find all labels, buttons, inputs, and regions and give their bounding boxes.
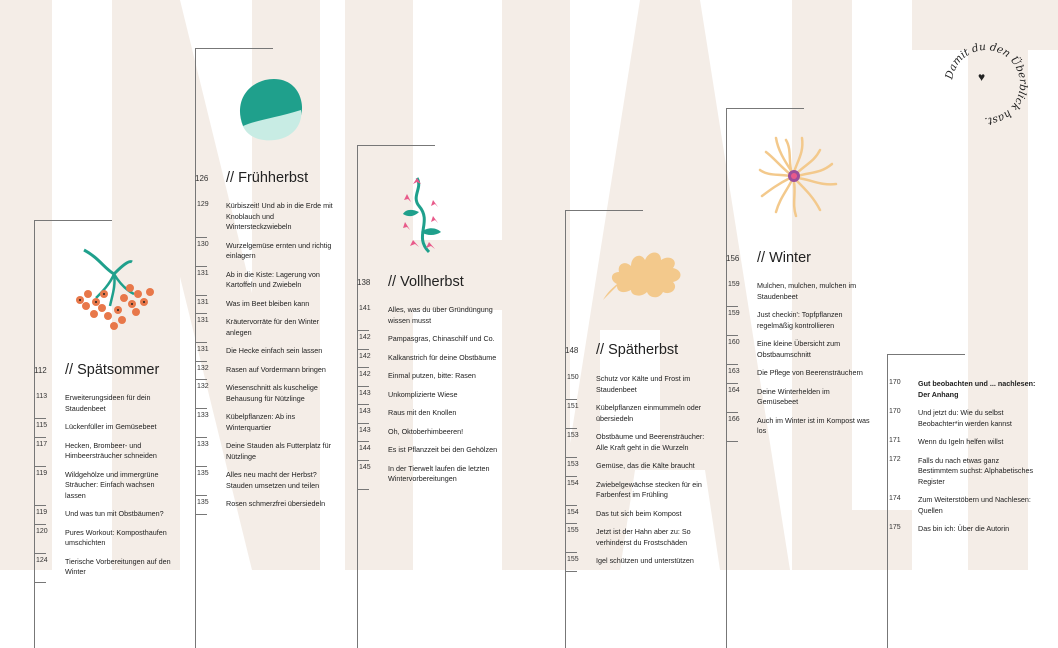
entry-page-number: 172 [889,455,901,463]
entry-page-number: 131 [197,298,209,306]
entry-title: Kürbiszeit! Und ab in die Erde mit Knoblauch und Wintersteckzwiebeln [226,201,333,231]
entry-title: Rosen schmerzfrei übersiedeln [226,499,326,508]
entry-page-number: 131 [197,317,209,324]
toc-entry[interactable] [195,314,340,343]
toc-entry[interactable] [565,524,713,553]
entry-page-number: 151 [567,403,579,410]
entry-title: Pures Workout: Komposthaufen umschichten [65,527,167,547]
entry-title: Und was tun mit Obstbäumen? [65,509,164,518]
entry-title: Lückenfüller im Gemüsebeet [65,422,157,431]
toc-entry[interactable] [34,419,174,438]
entry-page-number: 119 [36,469,48,477]
entry-page-number: 132 [197,383,209,390]
entry-title: Was im Beet bleiben kann [226,298,310,308]
entry-title: Pampasgras, Chinaschilf und Co. [388,334,495,343]
entry-title: Rasen auf Vordermann bringen [226,364,326,374]
entry-title: Alles neu macht der Herbst? Stauden umsetzen und teilen [226,470,320,490]
toc-entry[interactable] [357,442,507,461]
entry-page-number: 144 [359,445,371,452]
entry-page-number: 129 [197,201,209,208]
entry-page-number: 143 [359,426,371,434]
section-page-number: 138 [357,278,371,287]
entry-title: Wiesenschnitt als kuschelige Behausung für Nützlinge [226,383,318,403]
entry-title: Und jetzt du: Wie du selbst Beobachter*in werden kannst [918,408,1012,428]
entry-title: Gut beobachten und ... nachlesen: Der Anhang [918,379,1036,399]
entry-page-number: 143 [359,389,371,397]
stamp-text: Damit du den Überblick hast. [943,40,1030,128]
entry-title: Just checkin': Topfpflanzen regelmäßig kontrollieren [757,310,843,330]
toc-entry[interactable] [726,413,871,442]
toc-entry[interactable] [887,405,1037,434]
toc-entry[interactable] [195,267,340,296]
toc-entry[interactable] [195,438,340,467]
entry-title: Obstbäume und Beerensträucher: Alle Kraft geht in die Wurzeln [596,432,705,452]
rowan-berries-illustration [74,246,164,336]
toc-entry[interactable] [887,376,1037,405]
section-title[interactable]: // Spätherbst [596,342,679,358]
entry-page-number: 141 [359,305,371,312]
toc-entry[interactable] [887,453,1037,493]
toc-entry[interactable] [34,525,174,554]
toc-entry[interactable] [887,492,1037,521]
heart-icon: ♥ [978,70,986,84]
entry-page-number: 164 [728,386,740,394]
entry-page-number: 159 [728,310,740,317]
entry-title: Hecken, Brombeer- und Himbeersträucher schneiden [65,440,157,460]
entry-page-number: 145 [359,463,371,471]
entry-page-number: 150 [567,374,579,381]
entry-title: Das tut sich beim Kompost [596,508,682,518]
toc-entry[interactable] [887,434,1037,453]
toc-entry[interactable] [34,506,174,525]
entry-page-number: 170 [889,379,901,386]
entry-title: Deine Winterhelden im Gemüsebeet [757,386,830,406]
toc-entry[interactable] [195,496,340,515]
section-page-number: 112 [34,366,47,375]
section-page-number: 126 [195,174,209,183]
entry-title: Es ist Pflanzzeit bei den Gehölzen [388,445,498,454]
entry-title: Wurzelgemüse ernten und richtig einlagern [226,240,332,260]
entry-page-number: 124 [36,556,48,564]
entry-page-number: 130 [197,240,209,248]
entry-page-number: 174 [889,495,901,502]
toc-entry[interactable] [357,350,507,369]
entry-title: Kräutervorräte für den Winter anlegen [226,317,320,337]
entry-title: Schutz vor Kälte und Frost im Staudenbeet [596,374,691,394]
entry-page-number: 160 [728,339,740,346]
toc-entry[interactable] [195,296,340,315]
oak-leaf-illustration [599,244,689,304]
witch-hazel-illustration [758,134,842,218]
entry-title: Raus mit den Knollen [388,408,457,417]
entry-page-number: 154 [567,479,579,487]
toc-entry[interactable] [726,307,871,336]
entry-title: Igel schützen und unterstützen [596,556,694,565]
entry-page-number: 154 [567,508,579,516]
toc-entry[interactable] [565,400,713,429]
toc-entry[interactable] [195,380,340,409]
entry-page-number: 119 [36,509,48,516]
entry-page-number: 153 [567,432,579,439]
entry-title: Einmal putzen, bitte: Rasen [388,371,476,380]
section-title[interactable]: // Spätsommer [65,362,160,378]
entry-title: Gemüse, das die Kälte braucht [596,461,695,470]
entry-page-number: 133 [197,441,209,448]
entry-page-number: 155 [567,556,579,563]
toc-entry[interactable] [565,553,713,572]
entry-page-number: 117 [36,440,48,448]
entry-page-number: 163 [728,368,740,375]
toc-entry[interactable] [357,424,507,443]
section-page-number: 148 [565,346,579,355]
entry-title: Oh, Oktoberhimbeeren! [388,426,464,436]
entry-page-number: 142 [359,352,371,360]
entry-page-number: 133 [197,412,209,419]
entry-title: Kübelpflanzen einmummeln oder übersiedeln [596,403,702,423]
toc-entry[interactable] [34,438,174,467]
entry-page-number: 155 [567,527,579,534]
section-page-number: 156 [726,254,740,263]
entry-title: In der Tierwelt laufen die letzten Wintervorbereitungen [388,463,490,483]
entry-title: Alles, was du über Gründüngung wissen musst [388,305,493,325]
entry-page-number: 175 [889,524,901,531]
entry-page-number: 159 [728,281,740,288]
entry-page-number: 143 [359,408,371,415]
toc-entry[interactable] [357,461,507,490]
entry-title: Eine kleine Übersicht zum Obstbaumschnitt [757,339,841,359]
entry-title: Falls du nach etwas ganz Bestimmtem suchst: Alphabetisches Register [918,455,1034,486]
toc-entry[interactable] [195,409,340,438]
entry-title: Die Pflege von Beerensträuchern [757,368,863,377]
entry-title: Wenn du Igeln helfen willst [918,437,1004,446]
entry-page-number: 171 [889,437,901,444]
entry-page-number: 135 [197,470,209,477]
section-title[interactable]: // Winter [757,250,811,266]
toc-entry[interactable] [565,458,713,477]
toc-entry[interactable] [34,467,174,507]
overview-stamp [940,38,1032,130]
chestnut-illustration [235,76,307,144]
entry-page-number: 142 [359,371,371,378]
toc-entry[interactable] [357,368,507,387]
toc-entry[interactable] [195,467,340,496]
toc-entry[interactable] [34,554,174,583]
entry-page-number: 142 [359,334,371,341]
toc-entry[interactable] [34,390,174,419]
entry-page-number: 153 [567,461,579,468]
svg-text:Damit du den Überblick hast. [943,41,1029,127]
entry-title: Mulchen, mulchen, mulchen im Staudenbeet [757,281,857,301]
entry-title: Tierische Vorbereitungen auf den Winter [65,556,171,576]
entry-page-number: 170 [889,408,901,415]
entry-title: Auch im Winter ist im Kompost was los [757,415,870,435]
section-title[interactable]: // Frühherbst [226,170,309,186]
toc-entry[interactable] [357,387,507,406]
entry-title: Ab in die Kiste: Lagerung von Kartoffeln und Zwiebeln [226,269,320,289]
toc-entry[interactable] [357,331,507,350]
entry-page-number: 166 [728,415,740,423]
entry-page-number: 131 [197,346,209,353]
entry-title: Das bin ich: Über die Autorin [918,524,1010,533]
toc-entry[interactable] [726,365,871,384]
toc-entry[interactable] [726,384,871,413]
entry-title: Unkomplizierte Wiese [388,389,458,399]
entry-title: Jetzt ist der Hahn aber zu: So verhinderst du Frostschäden [596,527,691,547]
entry-page-number: 135 [197,499,209,506]
toc-entry[interactable] [195,362,340,381]
toc-entry[interactable] [195,343,340,362]
toc-entry[interactable] [887,521,1037,540]
entry-title: Zum Weiterstöbern und Nachlesen: Quellen [918,495,1031,515]
toc-entry[interactable] [357,405,507,424]
toc-entry[interactable] [565,429,713,458]
flower-stem-illustration [399,176,447,256]
entry-title: Zwiebelgewächse stecken für ein Farbenfest im Frühling [596,479,702,499]
toc-entry[interactable] [195,238,340,267]
toc-entry[interactable] [565,477,713,506]
toc-entry[interactable] [195,198,340,238]
toc-entry[interactable] [565,506,713,525]
entry-page-number: 132 [197,364,209,372]
entry-page-number: 115 [36,422,48,429]
entry-page-number: 113 [36,393,48,400]
entry-title: Erweiterungsideen für dein Staudenbeet [65,393,151,413]
entry-title: Die Hecke einfach sein lassen [226,346,323,355]
toc-entry[interactable] [565,371,713,400]
entry-title: Deine Stauden als Futterplatz für Nützlinge [226,441,332,461]
entry-title: Kalkanstrich für deine Obstbäume [388,352,497,362]
section-title[interactable]: // Vollherbst [388,274,464,290]
entry-title: Wildgehölze und immergrüne Sträucher: Einfach wachsen lassen [65,469,159,500]
entry-page-number: 120 [36,527,48,535]
entry-page-number: 131 [197,269,209,277]
toc-entry[interactable] [357,302,507,331]
entry-title: Kübelpflanzen: Ab ins Winterquartier [226,412,296,432]
toc-entry[interactable] [726,278,871,307]
toc-entry[interactable] [726,336,871,365]
